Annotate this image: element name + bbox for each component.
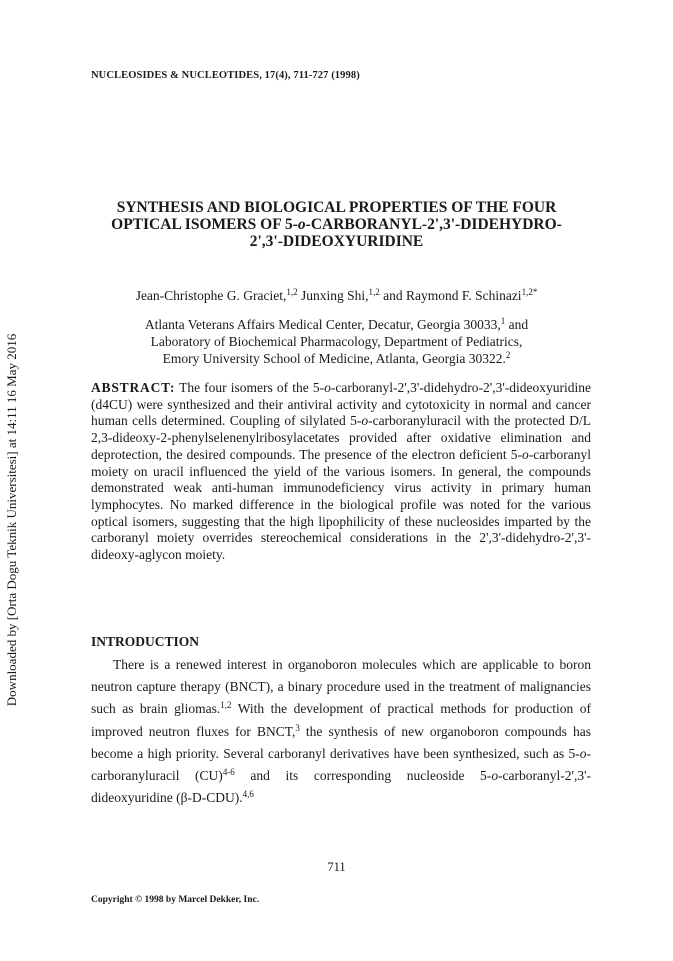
- affiliation-line-2: Laboratory of Biochemical Pharmacology, Department of Pediatrics,: [150, 334, 523, 349]
- article-title: [70, 199, 603, 250]
- page-number: 711: [327, 860, 346, 874]
- affiliation-line-1: Atlanta Veterans Affairs Medical Center, Decatur, Georgia 30033,$^1$ and: [144, 316, 529, 332]
- author-schinazi: and Raymond F. Schinazi: [379, 288, 522, 303]
- journal-citation: NUCLEOSIDES & NUCLEOTIDES, 17(4), 711-727 (1998): [91, 70, 360, 81]
- title-line-1: SYNTHESIS AND BIOLOGICAL PROPERTIES OF THE FOUR: [116, 199, 557, 216]
- author-graciet: Jean-Christophe G. Graciet,: [135, 288, 287, 303]
- affiliation-line-3: Emory University School of Medicine, Atlanta, Georgia 30322.$^2$: [162, 350, 511, 366]
- title-line-3: 2',3'-DIDEOXYURIDINE: [249, 233, 424, 250]
- download-note: Downloaded by [Orta Dogu Teknik Universitesi] at 14:11 16 May 2016: [4, 333, 19, 707]
- author-list: Jean-Christophe G. Graciet,$^{1,2}$ Junxing Shi,$^{1,2}$ and Raymond F. Schinazi$^{1,2*}$: [135, 287, 538, 303]
- title-line-2: OPTICAL ISOMERS OF 5-o-CARBORANYL-2',3'-DIDEHYDRO-: [111, 216, 562, 233]
- section-heading-introduction: INTRODUCTION: [91, 634, 200, 649]
- affiliations: [70, 316, 603, 367]
- introduction-paragraph: There is a renewed interest in organoboron molecules which are applicable to boron neutron capture therapy (BNCT), a binary procedure used in the treatment of malignancies such as brain gliomas.$^{1,2}$ With the development of practical methods for production of improved neutron fluxes for BNCT,$^3$ the synthesis of new organoboron compounds has become a high priority. Several carboranyl derivatives have been synthesized, such as 5-o-carboranyluracil (CU)$^{4-6}$ and its corresponding nucleoside 5-o-carboranyl-2',3'-dideoxyuridine (β-D-CDU).$^{4,6}$: [91, 657, 592, 806]
- author-shi: Junxing Shi,: [297, 288, 369, 303]
- copyright-notice: Copyright © 1998 by Marcel Dekker, Inc.: [91, 895, 260, 905]
- abstract: ABSTRACT: The four isomers of the 5-o-carboranyl-2',3'-didehydro-2',3'-dideoxyuridine (d4CU) were synthesized and their antiviral activity and cytotoxicity in normal and cancer human cells determined. Coupling of silylated 5-o-carboranyluracil with the protected D/L 2,3-dideoxy-2-phenylselenenylribosylacetates provided after oxidative elimination and deprotection, the desired compounds. The presence of the electron deficient 5-o-carboranyl moiety on uracil influenced the yield of the various isomers. In general, the compounds demonstrated weak anti-human immunodeficiency virus activity in primary human lymphocytes. No marked difference in the biological profile was noted for the various optical isomers, suggesting that the high lipophilicity of these nucleosides imparted by the carboranyl moiety overrides stereochemical considerations in the 2',3'-didehydro-2',3'-dideoxy-aglycon moiety.: [91, 380, 591, 563]
- abstract-label: ABSTRACT:: [91, 380, 176, 395]
